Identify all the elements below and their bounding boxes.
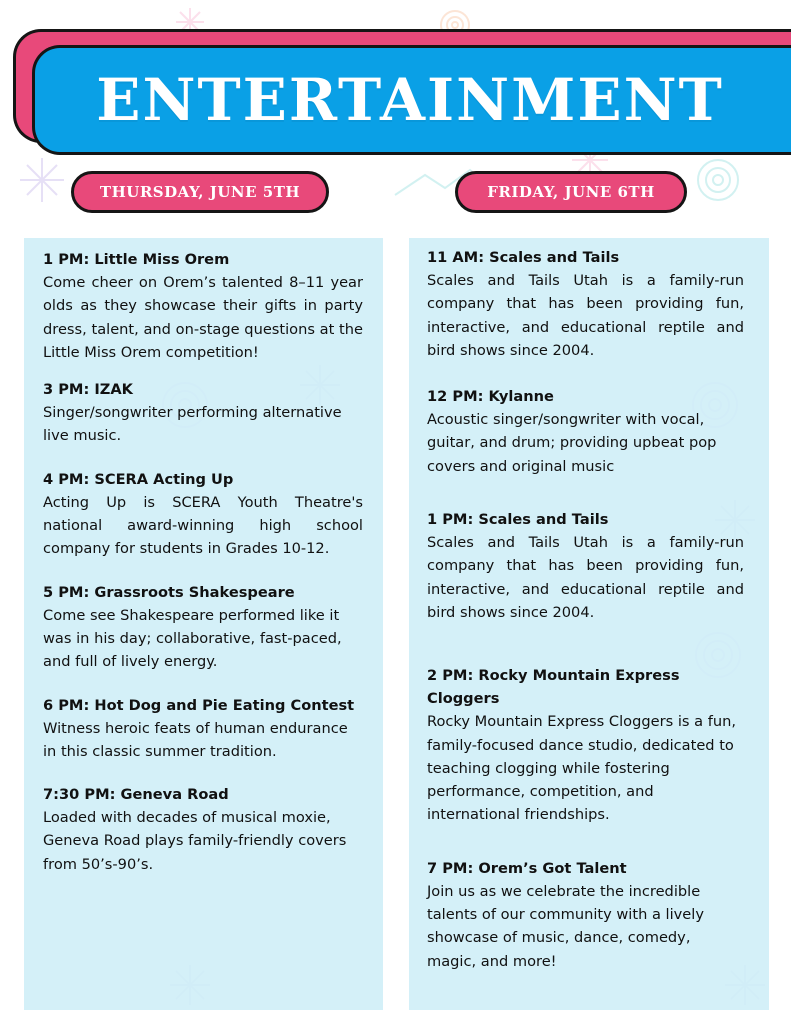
friday-schedule [409, 238, 769, 1010]
event-description: Rocky Mountain Express Cloggers is a fun, family-focused dance studio, dedicated to teaching clogging while fostering performance, competition, and international friendships. [427, 713, 736, 824]
event-item [43, 468, 363, 561]
event-title: 12 PM: Kylanne [427, 388, 554, 406]
swirl-icon [698, 160, 738, 200]
event-description: Come cheer on Orem’s talented 8–11 year olds as they showcase their gifts in party dress, talent, and on-stage questions at the Little Miss Orem competition! [43, 274, 363, 361]
event-description: Join us as we celebrate the incredible talents of our community with a lively showcase of music, dance, comedy, magic, and more! [427, 882, 704, 970]
page-title: ENTERTAINMENT [96, 66, 724, 134]
event-description: Scales and Tails Utah is a family-run company that has been providing fun, interactive, and educational reptile and bird shows since 2004. [427, 272, 744, 359]
event-title: 3 PM: IZAK [43, 381, 133, 399]
event-title: 1 PM: Scales and Tails [427, 511, 609, 529]
event-title: 6 PM: Hot Dog and Pie Eating Contest [43, 696, 355, 714]
event-item [43, 783, 363, 876]
event-item [427, 508, 744, 624]
event-item [427, 246, 744, 362]
event-description: Loaded with decades of musical moxie, Geneva Road plays family-friendly covers from 50’s-90’s. [43, 809, 347, 873]
event-title: 4 PM: SCERA Acting Up [43, 470, 234, 488]
event-item [427, 857, 744, 973]
event-title: 7 PM: Orem’s Got Talent [427, 859, 627, 877]
thursday-day-label: THURSDAY, JUNE 5TH [71, 171, 329, 213]
event-title: 11 AM: Scales and Tails [427, 249, 620, 266]
event-description: Acoustic singer/songwriter with vocal, guitar, and drum; providing upbeat pop covers and original music [427, 411, 717, 475]
event-item [43, 694, 363, 764]
event-item [427, 664, 744, 826]
firework-icon [20, 158, 64, 202]
header-banner [32, 45, 791, 155]
event-title: 7:30 PM: Geneva Road [43, 786, 229, 804]
event-description: Singer/songwriter performing alternative live music. [43, 404, 342, 445]
event-item [43, 248, 363, 364]
thursday-schedule [24, 238, 383, 1010]
event-title: 1 PM: Little Miss Orem [43, 251, 230, 268]
event-description: Acting Up is SCERA Youth Theatre's national award-winning high school company for students in Grades 10-12. [43, 493, 363, 558]
event-item [43, 581, 363, 674]
event-description: Witness heroic feats of human endurance in this classic summer tradition. [43, 719, 348, 760]
friday-day-label: FRIDAY, JUNE 6TH [455, 171, 687, 213]
event-item [43, 378, 363, 448]
event-description: Scales and Tails Utah is a family-run company that has been providing fun, interactive, and educational reptile and bird shows since 2004. [427, 534, 744, 621]
event-title: 2 PM: Rocky Mountain Express Cloggers [427, 667, 680, 708]
event-title: 5 PM: Grassroots Shakespeare [43, 583, 295, 601]
event-description: Come see Shakespeare performed like it was in his day; collaborative, fast-paced, and full of lively energy. [43, 606, 342, 671]
event-item [427, 385, 744, 478]
